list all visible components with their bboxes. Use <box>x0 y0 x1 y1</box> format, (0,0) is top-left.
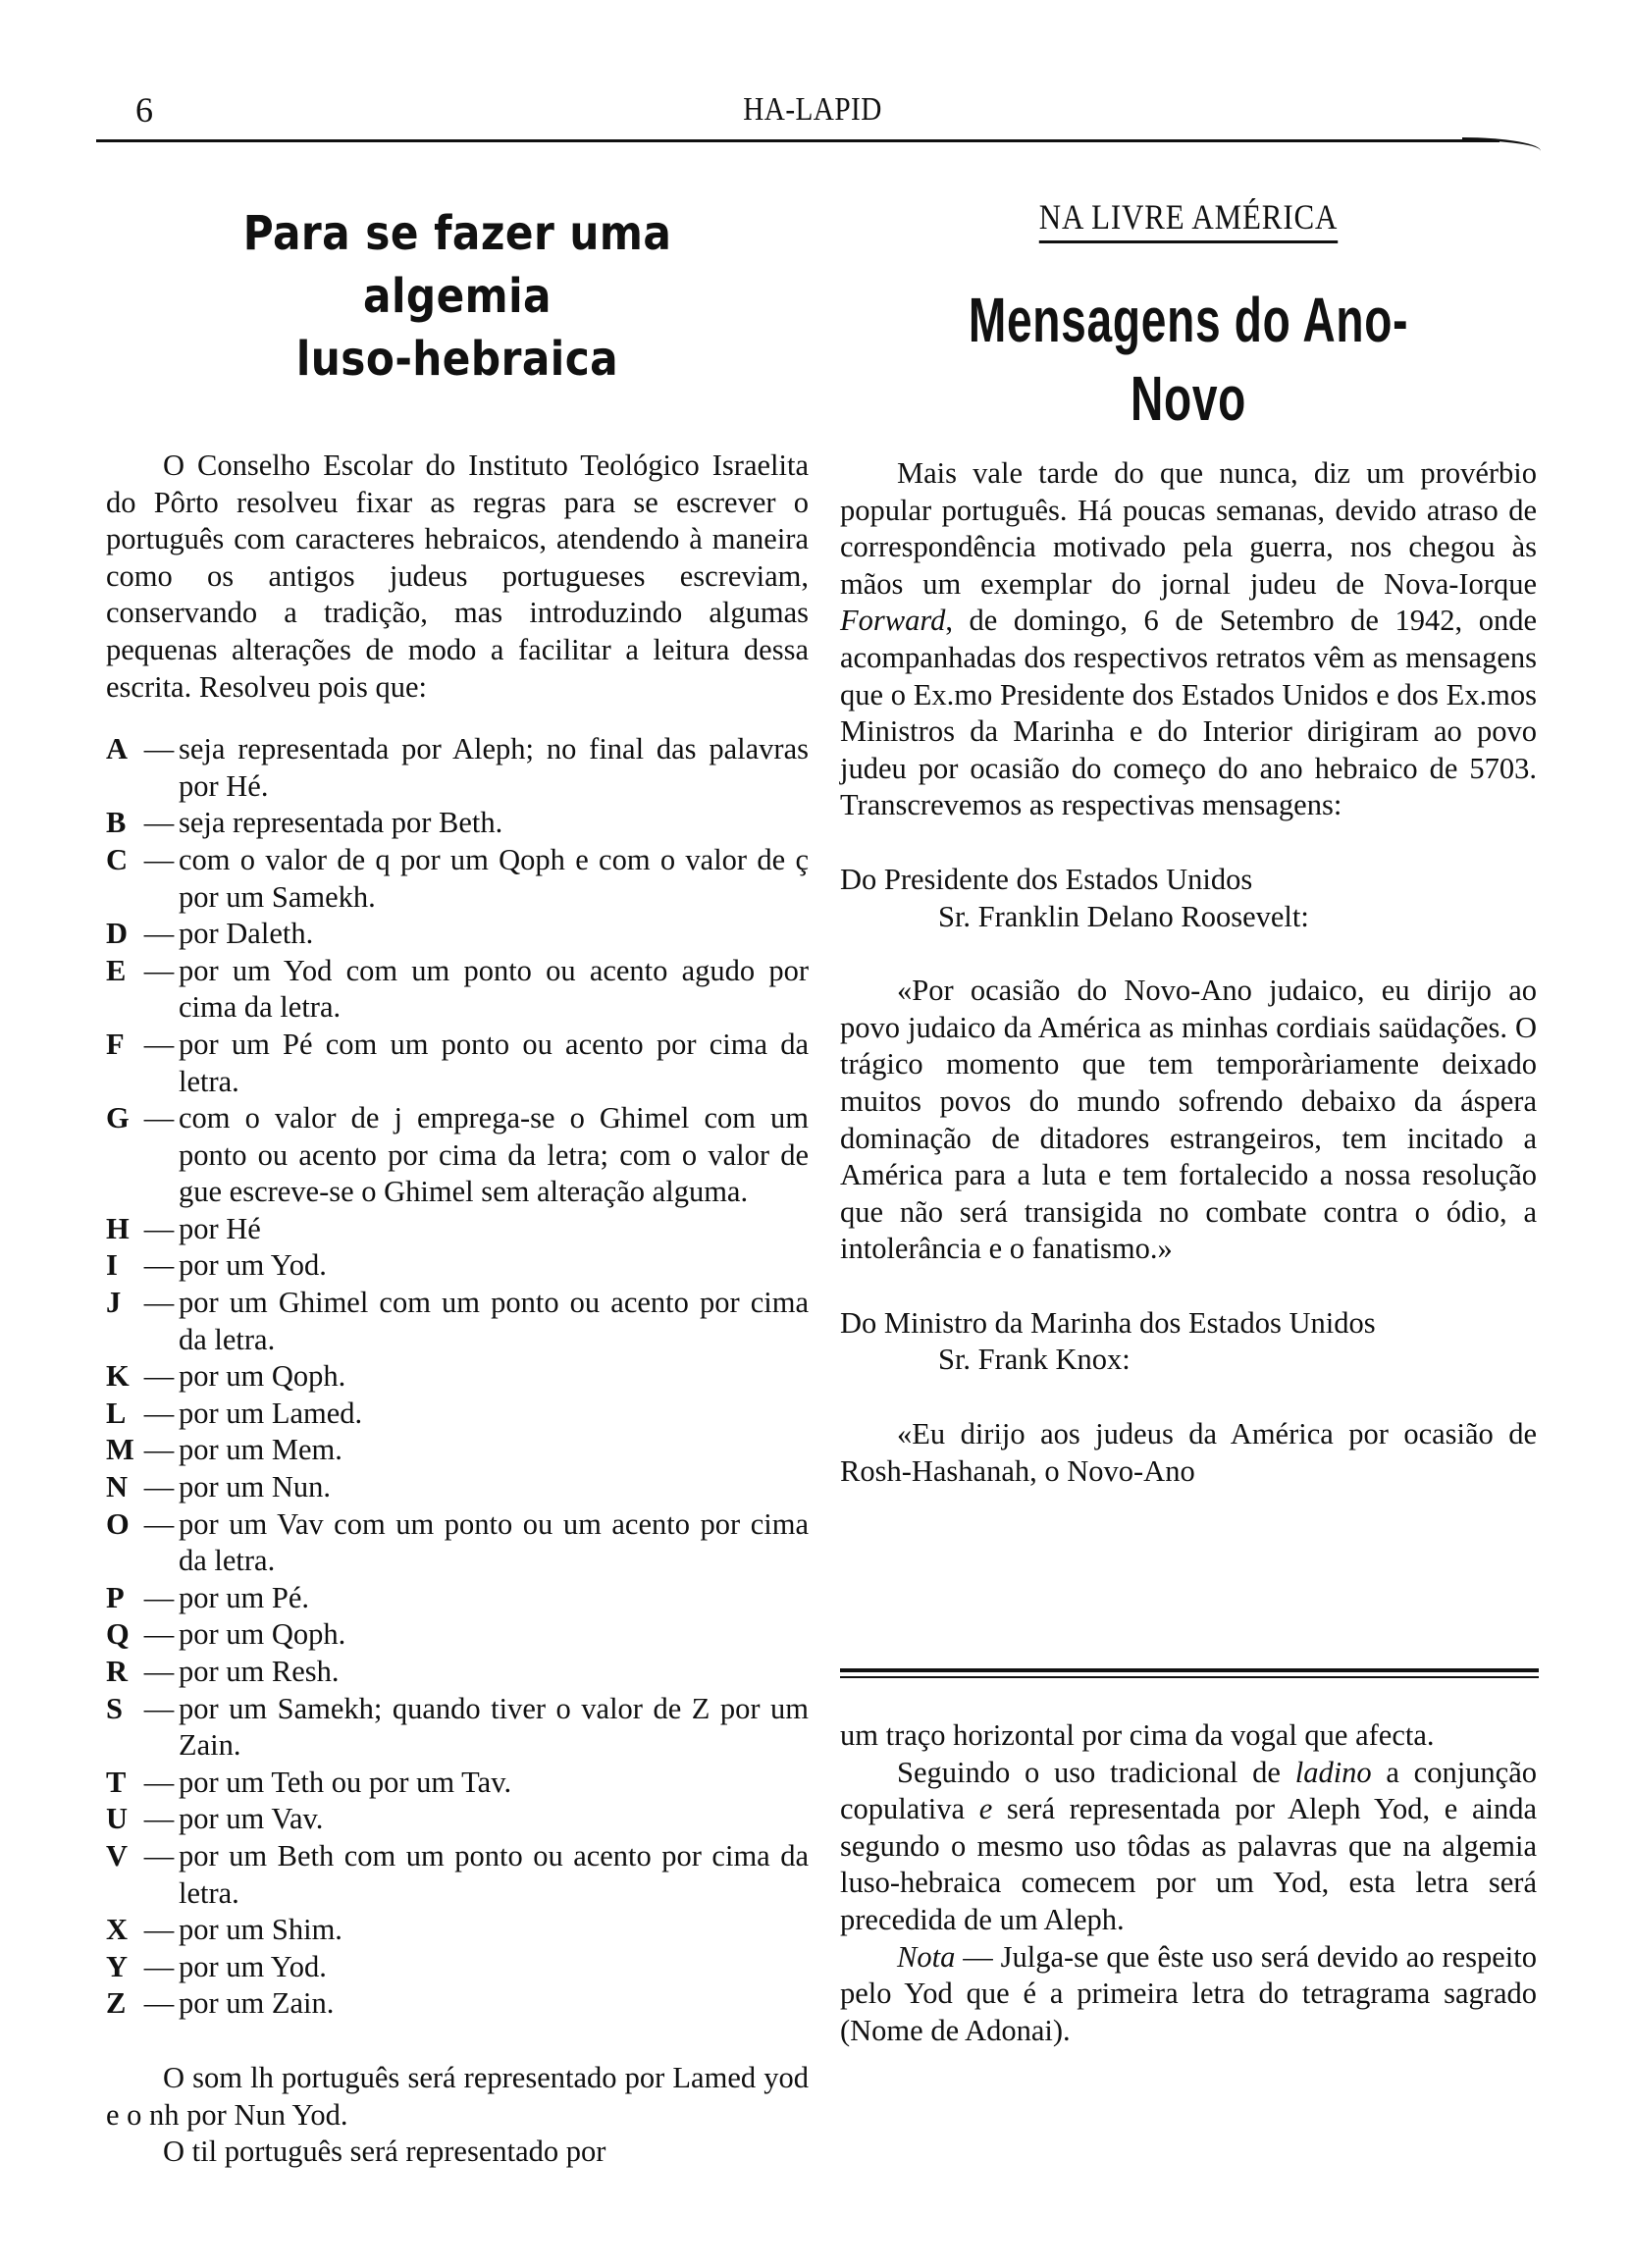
rule-dash: — <box>143 1802 175 1836</box>
page-number: 6 <box>135 90 153 130</box>
rule-letter: F <box>106 1027 125 1061</box>
rule-letter: T <box>106 1765 127 1799</box>
rule-dash: — <box>143 806 175 840</box>
rule-item <box>106 1100 809 1211</box>
rule-letter: C <box>106 842 129 876</box>
rule-item <box>106 1027 809 1100</box>
rule-text: por Hé <box>179 1211 261 1245</box>
rule-item <box>106 1616 809 1654</box>
rule-text: por um Qoph. <box>179 1617 346 1652</box>
attribution-roosevelt <box>840 862 1537 935</box>
article-title-mensagens: Mensagens do Ano-Novo <box>968 285 1409 434</box>
rule-item <box>106 842 809 916</box>
rule-item <box>106 1912 809 1949</box>
rule-item <box>106 1396 809 1433</box>
rule-letter: V <box>106 1838 129 1872</box>
attribution-knox <box>840 1305 1537 1379</box>
rule-dash: — <box>143 1617 175 1652</box>
journal-title: HA-LAPID <box>743 91 882 128</box>
intro-text-a: Mais vale tarde do que nunca, diz um provérbio popular português. Há poucas semanas, devido atraso de correspondência motivado pela guerra, nos chegou às mãos um exemplar do jornal judeu de Nova-Iorque <box>840 456 1537 601</box>
title-line-1: Para se fazer uma algemia <box>242 206 672 324</box>
rule-text: por um Pé. <box>179 1580 310 1614</box>
rule-dash: — <box>143 1286 175 1320</box>
rule-text: por um Vav. <box>179 1802 324 1836</box>
right-column-continuation <box>840 1717 1537 2049</box>
rule-dash: — <box>143 842 175 876</box>
rule-dash: — <box>143 1433 175 1467</box>
rule-text: por um Pé com um ponto ou acento por cima da letra. <box>179 1027 809 1098</box>
rule-dash: — <box>143 1986 175 2021</box>
ladino-paragraph <box>840 1755 1537 1939</box>
rule-item <box>106 805 809 842</box>
rule-item <box>106 1691 809 1765</box>
header-rule <box>96 139 1499 142</box>
rule-text: por um Resh. <box>179 1655 340 1688</box>
rule-text: por um Vav com um ponto ou um acento por cima da letra. <box>179 1506 809 1578</box>
rule-text: por um Samekh; quando tiver o valor de Z por um Zain. <box>179 1691 809 1763</box>
rule-dash: — <box>143 1396 175 1430</box>
right-column <box>840 196 1537 1490</box>
rule-letter: S <box>106 1691 123 1725</box>
rule-dash: — <box>143 1949 175 1983</box>
rule-letter: X <box>106 1913 129 1947</box>
rule-item <box>106 916 809 953</box>
rule-letter: G <box>106 1101 130 1135</box>
rule-item <box>106 1985 809 2023</box>
rule-letter: U <box>106 1802 129 1836</box>
rule-text: por Daleth. <box>179 917 314 951</box>
rule-letter: M <box>106 1433 134 1467</box>
til-paragraph-start: O til português será representado por <box>163 2135 606 2169</box>
rule-text: por um Yod com um ponto ou acento agudo por cima da letra. <box>179 953 809 1025</box>
rule-text: por um Beth com um ponto ou acento por cima da letra. <box>179 1838 809 1910</box>
quote-roosevelt: «Por ocasião do Novo-Ano judaico, eu dirijo ao povo judaico da América as minhas cordiais saüdações. O trágico momento que tem temporàriamente deixado muitos povos do mundo sofrendo debaixo da áspera dominação de ditadores estrangeiros, tem incitado a América para a luta e tem fortalecido a nossa resolução que não será transigida no combate contra o ódio, a intolerância e o fanatismo.» <box>840 974 1537 1266</box>
mensagens-intro-paragraph <box>840 455 1537 824</box>
rule-text: seja representada por Beth. <box>179 806 503 840</box>
rule-letter: B <box>106 806 127 840</box>
rule-dash: — <box>143 1359 175 1394</box>
rule-dash: — <box>143 1506 175 1541</box>
rule-item <box>106 1247 809 1285</box>
rule-dash: — <box>143 953 175 987</box>
rule-letter: K <box>106 1359 130 1394</box>
rule-text: por um Ghimel com um ponto ou acento por cima da letra. <box>179 1286 809 1356</box>
header-rule-flourish <box>1462 137 1541 151</box>
rule-letter: I <box>106 1248 118 1283</box>
nota-label: Nota <box>897 1939 956 1974</box>
rule-dash: — <box>143 1101 175 1135</box>
title-line-2: luso-hebraica <box>295 332 619 387</box>
rule-dash: — <box>143 1027 175 1061</box>
rule-text: por um Lamed. <box>179 1396 363 1430</box>
rule-dash: — <box>143 1580 175 1614</box>
rule-text: por um Qoph. <box>179 1359 346 1394</box>
rule-letter: E <box>106 953 127 987</box>
ladino-text-c: será representada por Aleph Yod, e ainda segundo o mesmo uso tôdas as palavras que na algemia luso-hebraica comecem por um Yod, esta letra será precedida de um Aleph. <box>840 1792 1537 1936</box>
rule-item <box>106 1801 809 1838</box>
newspaper-name-forward: Forward <box>840 604 946 638</box>
rule-letter: Q <box>106 1617 130 1652</box>
rule-letter: N <box>106 1470 129 1504</box>
rule-item <box>106 1358 809 1396</box>
rule-letter: L <box>106 1396 127 1430</box>
rule-dash: — <box>143 1211 175 1245</box>
rule-dash: — <box>143 1470 175 1504</box>
transliteration-rules-list <box>106 731 809 2023</box>
rule-item <box>106 1838 809 1912</box>
rule-dash: — <box>143 917 175 951</box>
rule-letter: A <box>106 732 129 766</box>
attribution-role: Do Ministro da Marinha dos Estados Unidos <box>840 1305 1376 1340</box>
attribution-name: Sr. Franklin Delano Roosevelt: <box>938 899 1309 933</box>
rule-dash: — <box>143 1838 175 1872</box>
rule-item <box>106 953 809 1027</box>
intro-text-b: , de domingo, 6 de Setembro de 1942, onde acompanhadas dos respectivos retratos vêm as mensagens que o Ex.mo Presidente dos Estados Unidos e dos Ex.mos Ministros da Marinha e do Interior dirigiram ao povo judeu por ocasião do começo do ano hebraico de 5703. Transcrevemos as respectivas mensagens: <box>840 604 1537 822</box>
til-paragraph-continuation: um traço horizontal por cima da vogal que afecta. <box>840 1718 1435 1752</box>
rule-item <box>106 1432 809 1469</box>
rule-text: por um Shim. <box>179 1913 342 1947</box>
rule-text: por um Zain. <box>179 1986 335 2021</box>
rule-item <box>106 1211 809 1248</box>
rule-letter: H <box>106 1211 130 1245</box>
running-header <box>96 90 1529 141</box>
rule-item <box>106 1506 809 1580</box>
rule-text: com o valor de j emprega-se o Ghimel com um ponto ou acento por cima da letra; com o valor de gue escreve-se o Ghimel sem alteração alguma. <box>179 1101 809 1209</box>
conjunction-e: e <box>978 1792 993 1826</box>
rule-dash: — <box>143 1913 175 1947</box>
rule-dash: — <box>143 1765 175 1799</box>
nota-paragraph <box>840 1939 1537 2050</box>
rule-item <box>106 1654 809 1691</box>
rule-dash: — <box>143 1248 175 1283</box>
rule-text: com o valor de q por um Qoph e com o valor de ç por um Samekh. <box>179 842 809 914</box>
section-label <box>889 196 1489 237</box>
attribution-name: Sr. Frank Knox: <box>938 1343 1131 1377</box>
rule-dash: — <box>143 732 175 766</box>
rule-item <box>106 1949 809 1986</box>
column-divider-rule <box>840 1668 1539 1678</box>
rule-letter: P <box>106 1580 125 1614</box>
ladino-text-a: Seguindo o uso tradicional de <box>897 1755 1295 1789</box>
intro-paragraph: O Conselho Escolar do Instituto Teológico Israelita do Pôrto resolveu fixar as regras para se escrever o português com caracteres hebraicos, atendendo à maneira como os antigos judeus portugueses escreviam, conservando a tradição, mas introduzindo algumas pequenas alterações de modo a facilitar a leitura dessa escrita. Resolveu pois que: <box>106 448 809 704</box>
rule-text: por um Teth ou por um Tav. <box>179 1765 512 1799</box>
ladino-text-b: a conjunção copulativa <box>840 1755 1538 1826</box>
rule-letter: D <box>106 917 129 951</box>
attribution-role: Do Presidente dos Estados Unidos <box>840 862 1253 896</box>
rule-letter: Y <box>106 1949 129 1983</box>
rule-text: seja representada por Aleph; no final das palavras por Hé. <box>179 732 809 803</box>
rule-item <box>106 1285 809 1358</box>
rule-item <box>106 1765 809 1802</box>
rule-text: por um Yod. <box>179 1248 327 1283</box>
rule-dash: — <box>143 1655 175 1688</box>
rule-letter: O <box>106 1506 130 1541</box>
ladino-word: ladino <box>1294 1755 1372 1789</box>
rule-dash: — <box>143 1691 175 1725</box>
section-label-text: NA LIVRE AMÉRICA <box>1039 197 1338 243</box>
rule-letter: J <box>106 1286 122 1320</box>
rule-letter: R <box>106 1655 129 1688</box>
rule-text: por um Nun. <box>179 1470 332 1504</box>
lh-nh-paragraph: O som lh português será representado por Lamed yod e o nh por Nun Yod. <box>106 2060 809 2132</box>
article-title-algemia <box>148 202 766 391</box>
rule-text: por um Mem. <box>179 1433 342 1467</box>
left-column <box>106 196 809 2171</box>
rule-item <box>106 1469 809 1506</box>
quote-knox: «Eu dirijo aos judeus da América por ocasião de Rosh-Hashanah, o Novo-Ano <box>840 1417 1537 1488</box>
rule-letter: Z <box>106 1986 127 2021</box>
rule-item <box>106 1580 809 1617</box>
nota-text: — Julga-se que êste uso será devido ao respeito pelo Yod que é a primeira letra do tetragrama sagrado (Nome de Adonai). <box>840 1939 1537 2047</box>
rule-item <box>106 731 809 805</box>
rule-text: por um Yod. <box>179 1949 327 1983</box>
